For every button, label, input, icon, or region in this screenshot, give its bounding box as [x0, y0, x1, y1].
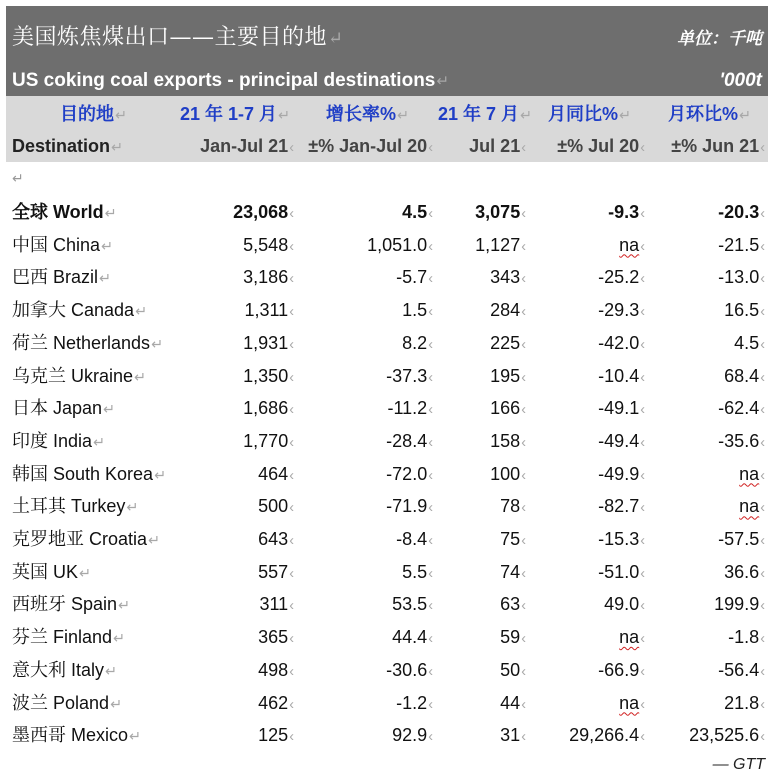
cell-destination: 日本 Japan↵: [12, 398, 116, 419]
table-row: [0, 294, 771, 327]
cell-yoy-jul: -42.0‹: [598, 332, 645, 353]
cell-yoy-jul: 29,266.4‹: [569, 725, 645, 746]
col-header-en-jan-jul: Jan-Jul 21‹: [200, 136, 294, 156]
table-row: [0, 327, 771, 360]
cell-mom: 21.8‹: [724, 692, 765, 713]
cell-growth-ytd: -30.6‹: [386, 659, 433, 680]
table-row: [0, 621, 771, 654]
table-row: [0, 360, 771, 393]
cell-mom: na‹: [739, 463, 765, 484]
table-row: [0, 523, 771, 556]
cell-mom: 23,525.6‹: [689, 725, 765, 746]
cell-jul-21: 158‹: [490, 430, 526, 451]
cell-growth-ytd: -8.4‹: [396, 529, 433, 549]
cell-yoy-jul: -10.4‹: [598, 365, 645, 386]
cell-jul-21: 1,127‹: [475, 234, 526, 255]
table-row: [0, 261, 771, 294]
cell-growth-ytd: -28.4‹: [386, 430, 433, 451]
unit-chinese: 单位：千吨: [677, 29, 762, 49]
col-header-cn-yoy: 月同比%↵: [548, 104, 632, 124]
table-row: [0, 719, 771, 752]
title-english: US coking coal exports - principal destinations↵: [12, 70, 450, 91]
cell-growth-ytd: 1.5‹: [402, 300, 433, 321]
cell-growth-ytd: 4.5‹: [402, 202, 433, 222]
table-row: [0, 229, 771, 262]
cell-jan-jul-21: 1,770‹: [243, 430, 294, 451]
cell-yoy-jul: na‹: [619, 627, 645, 648]
source-credit: — GTT: [712, 756, 765, 773]
cell-mom: -21.5‹: [718, 234, 765, 255]
cell-jan-jul-21: 1,686‹: [243, 398, 294, 419]
col-header-cn-jan-jul: 21 年 1-7 月↵: [180, 104, 291, 124]
cell-jul-21: 50‹: [500, 659, 526, 680]
cell-jul-21: 284‹: [490, 300, 526, 321]
cell-jul-21: 63‹: [500, 594, 526, 615]
title-chinese: 美国炼焦煤出口——主要目的地↵: [12, 25, 344, 50]
cell-destination: 墨西哥 Mexico↵: [12, 725, 142, 746]
table-row: [0, 654, 771, 687]
cell-growth-ytd: 1,051.0‹: [367, 234, 433, 255]
cell-mom: na‹: [739, 496, 765, 517]
cell-growth-ytd: -72.0‹: [386, 463, 433, 484]
table-row: [0, 687, 771, 720]
cell-destination: 乌克兰 Ukraine↵: [12, 365, 147, 386]
cell-mom: 68.4‹: [724, 365, 765, 386]
paragraph-mark: ↵: [12, 170, 24, 186]
cell-jul-21: 44‹: [500, 692, 526, 713]
cell-destination: 荷兰 Netherlands↵: [12, 332, 164, 353]
cell-mom: -57.5‹: [718, 529, 765, 549]
cell-growth-ytd: 8.2‹: [402, 332, 433, 353]
cell-jan-jul-21: 1,311‹: [244, 300, 294, 321]
cell-destination: 意大利 Italy↵: [12, 659, 118, 680]
cell-yoy-jul: -66.9‹: [598, 659, 645, 680]
cell-jul-21: 78‹: [500, 496, 526, 517]
cell-growth-ytd: -1.2‹: [396, 692, 433, 713]
cell-jul-21: 100‹: [490, 463, 526, 484]
cell-growth-ytd: -37.3‹: [386, 365, 433, 386]
cell-jan-jul-21: 125‹: [258, 725, 294, 746]
cell-jul-21: 343‹: [490, 267, 526, 288]
cell-yoy-jul: na‹: [619, 234, 645, 255]
cell-destination: 韩国 South Korea↵: [12, 463, 167, 484]
cell-mom: 36.6‹: [724, 561, 765, 582]
table-row: [0, 556, 771, 589]
col-header-en-yoy: ±% Jul 20‹: [557, 136, 645, 156]
cell-yoy-jul: -49.1‹: [598, 398, 645, 419]
cell-mom: -35.6‹: [718, 430, 765, 451]
col-header-cn-growth: 增长率%↵: [326, 104, 410, 124]
cell-yoy-jul: -25.2‹: [598, 267, 645, 288]
table-title-bar: [6, 6, 768, 96]
cell-yoy-jul: -49.9‹: [598, 463, 645, 484]
cell-jul-21: 225‹: [490, 332, 526, 353]
cell-jan-jul-21: 643‹: [258, 529, 294, 549]
cell-destination: 加拿大 Canada↵: [12, 300, 148, 321]
cell-jul-21: 75‹: [500, 529, 526, 549]
cell-destination: 英国 UK↵: [12, 561, 92, 582]
col-header-cn-mom: 月环比%↵: [668, 104, 752, 124]
cell-jan-jul-21: 23,068‹: [233, 202, 294, 222]
cell-growth-ytd: -5.7‹: [396, 267, 433, 288]
cell-mom: -13.0‹: [718, 267, 765, 288]
cell-growth-ytd: 53.5‹: [392, 594, 433, 615]
cell-jul-21: 31‹: [500, 725, 526, 746]
cell-growth-ytd: 44.4‹: [392, 627, 433, 648]
cell-yoy-jul: -51.0‹: [598, 561, 645, 582]
cell-yoy-jul: -15.3‹: [598, 529, 645, 549]
cell-destination: 波兰 Poland↵: [12, 692, 123, 713]
cell-destination: 芬兰 Finland↵: [12, 627, 126, 648]
table-row: [0, 392, 771, 425]
cell-destination: 中国 China↵: [12, 234, 114, 255]
cell-destination: 土耳其 Turkey↵: [12, 496, 139, 517]
table-row: [0, 196, 771, 229]
table-row: [0, 490, 771, 523]
cell-yoy-jul: 49.0‹: [604, 594, 645, 615]
cell-mom: 4.5‹: [734, 332, 765, 353]
cell-jan-jul-21: 365‹: [258, 627, 294, 648]
cell-jul-21: 74‹: [500, 561, 526, 582]
cell-jul-21: 195‹: [490, 365, 526, 386]
cell-destination: 印度 India↵: [12, 430, 106, 451]
col-header-cn-jul: 21 年 7 月↵: [438, 104, 533, 124]
cell-mom: 16.5‹: [724, 300, 765, 321]
cell-growth-ytd: 92.9‹: [392, 725, 433, 746]
cell-yoy-jul: -29.3‹: [598, 300, 645, 321]
table-row: [0, 588, 771, 621]
cell-mom: 199.9‹: [714, 594, 765, 615]
cell-destination: 全球 World↵: [12, 202, 117, 222]
cell-mom: -62.4‹: [718, 398, 765, 419]
cell-jan-jul-21: 500‹: [258, 496, 294, 517]
cell-growth-ytd: -11.2‹: [387, 398, 433, 419]
col-header-en-growth: ±% Jan-Jul 20‹: [308, 136, 433, 156]
col-header-en-destination: Destination↵: [12, 136, 124, 156]
cell-jan-jul-21: 1,350‹: [243, 365, 294, 386]
cell-jan-jul-21: 1,931‹: [243, 332, 294, 353]
cell-jan-jul-21: 5,548‹: [243, 234, 294, 255]
table-row: [0, 458, 771, 491]
col-header-cn-destination: 目的地↵: [60, 104, 128, 124]
col-header-en-jul: Jul 21‹: [469, 136, 526, 156]
cell-jul-21: 3,075‹: [475, 202, 526, 222]
cell-yoy-jul: -49.4‹: [598, 430, 645, 451]
cell-jan-jul-21: 464‹: [258, 463, 294, 484]
cell-jul-21: 166‹: [490, 398, 526, 419]
cell-growth-ytd: 5.5‹: [402, 561, 433, 582]
cell-jul-21: 59‹: [500, 627, 526, 648]
col-header-en-mom: ±% Jun 21‹: [671, 136, 765, 156]
cell-jan-jul-21: 3,186‹: [243, 267, 294, 288]
cell-mom: -1.8‹: [728, 627, 765, 648]
cell-yoy-jul: -82.7‹: [598, 496, 645, 517]
cell-jan-jul-21: 311‹: [259, 594, 294, 615]
unit-english: '000t: [719, 70, 762, 91]
cell-jan-jul-21: 557‹: [258, 561, 294, 582]
cell-jan-jul-21: 462‹: [258, 692, 294, 713]
cell-destination: 西班牙 Spain↵: [12, 594, 131, 615]
cell-mom: -20.3‹: [718, 202, 765, 222]
cell-growth-ytd: -71.9‹: [386, 496, 433, 517]
column-headers-english: [0, 130, 771, 163]
cell-yoy-jul: na‹: [619, 692, 645, 713]
cell-yoy-jul: -9.3‹: [608, 202, 645, 222]
cell-destination: 巴西 Brazil↵: [12, 267, 112, 288]
cell-mom: -56.4‹: [718, 659, 765, 680]
cell-jan-jul-21: 498‹: [258, 659, 294, 680]
cell-destination: 克罗地亚 Croatia↵: [12, 529, 161, 549]
table-row: [0, 425, 771, 458]
column-headers-chinese: [0, 98, 771, 131]
